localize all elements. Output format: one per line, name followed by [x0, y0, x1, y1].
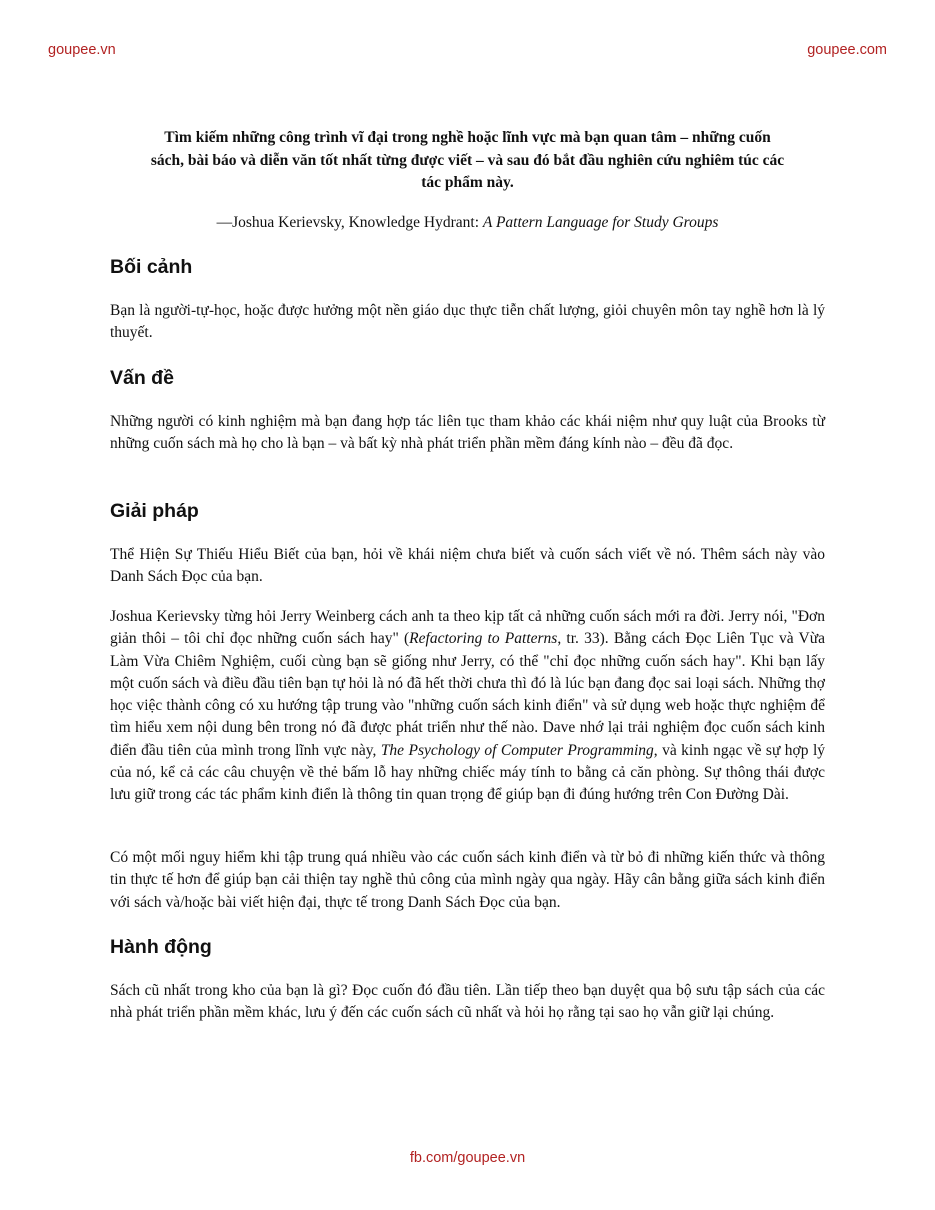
action-paragraph: Sách cũ nhất trong kho của bạn là gì? Đọc cuốn đó đầu tiên. Lần tiếp theo bạn duyệt qua bộ sưu tập sách của các nhà phát triển phần mềm khác, lưu ý đến các cuốn sách cũ nhất và hỏi họ rằng tại sao họ vẫn giữ lại chúng.: [110, 982, 825, 1022]
heading-action: Hành động: [110, 936, 212, 958]
header-left-link[interactable]: goupee.vn: [48, 42, 116, 58]
attribution-title: A Pattern Language for Study Groups: [482, 214, 719, 231]
solution-paragraph-1: Thể Hiện Sự Thiếu Hiểu Biết của bạn, hỏi về khái niệm chưa biết và cuốn sách viết về nó. Thêm sách này vào Danh Sách Đọc của bạn.: [110, 546, 825, 586]
heading-problem: Vấn đề: [110, 367, 174, 389]
solution-paragraph-2: [110, 606, 825, 807]
solution-p2-reference: Refactoring to Patterns: [409, 630, 558, 648]
solution-p2-part-c: , và kinh ngạc về sự hợp lý của nó, kể cả các câu chuyện về thẻ bấm lỗ hay những chiếc máy tính to bằng cả căn phòng. Sự thông thái được lưu giữ trong các tác phẩm kinh điển là thông tin quan trọng để giúp bạn đi đúng hướng trên Con Đường Dài.: [110, 741, 826, 804]
solution-p2-book-title: The Psychology of Computer Programming: [380, 741, 654, 759]
context-paragraph: Bạn là người-tự-học, hoặc được hưởng một nền giáo dục thực tiễn chất lượng, giỏi chuyên môn tay nghề hơn là lý thuyết.: [110, 302, 825, 342]
footer-link[interactable]: fb.com/goupee.vn: [409, 1150, 526, 1166]
problem-paragraph: Những người có kinh nghiệm mà bạn đang hợp tác liên tục tham khảo các khái niệm như quy luật của Brooks từ những cuốn sách mà họ cho là bạn – và bất kỳ nhà phát triển phần mềm đáng kính nào – đều đã đọc.: [110, 413, 825, 453]
solution-p2-part-b: , tr. 33). Bằng cách Đọc Liên Tục và Vừa Làm Vừa Chiêm Nghiệm, cuối cùng bạn sẽ giống như Jerry, có thể "chỉ đọc những cuốn sách hay". Khi bạn lấy một cuốn sách và điều đầu tiên bạn tự hỏi là nó đã hết thời chưa thì đó là lúc bạn đang đọc sai loại sách. Những thợ học việc thành công có xu hướng tập trung vào "những cuốn sách kinh điển" và sử dụng web hoặc thực nghiệm để tìm hiểu xem nội dung bên trong nó đã được phát triển như thế nào. Dave nhớ lại trải nghiệm đọc cuốn sách kinh điển đầu tiên của mình trong lĩnh vực này,: [110, 630, 826, 759]
heading-context: Bối cảnh: [110, 256, 193, 278]
solution-paragraph-3: Có một mối nguy hiểm khi tập trung quá nhiều vào các cuốn sách kinh điển và từ bỏ đi những kiến thức và thông tin thực tế hơn để giúp bạn cải thiện tay nghề thủ công của mình ngày qua ngày. Hãy cân bằng giữa sách kinh điển với sách và/hoặc bài viết hiện đại, thực tế trong Danh Sách Đọc của bạn.: [110, 849, 825, 911]
header-right-link[interactable]: goupee.com: [807, 42, 887, 58]
attribution-author: —Joshua Kerievsky, Knowledge Hydrant:: [216, 214, 483, 231]
epigraph-quote: Tìm kiếm những công trình vĩ đại trong nghề hoặc lĩnh vực mà bạn quan tâm – những cuốn sách, bài báo và diễn văn tốt nhất từng được viết – và sau đó bắt đầu nghiên cứu nghiêm túc các tác phẩm này.: [150, 129, 785, 191]
epigraph-attribution: [110, 212, 825, 234]
solution-p2-part-a: Joshua Kerievsky từng hỏi Jerry Weinberg cách anh ta theo kịp tất cả những cuốn sách mới ra đời. Jerry nói, "Đơn giản thôi – tôi chỉ đọc những cuốn sách hay" (: [110, 608, 825, 648]
heading-solution: Giải pháp: [110, 500, 199, 522]
